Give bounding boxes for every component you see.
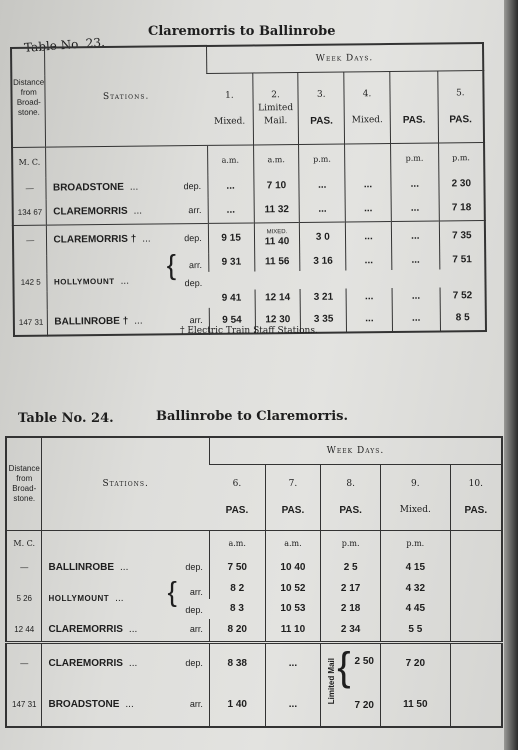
- station-cell: HOLLYMOUNT ... { arr. dep.: [42, 579, 209, 619]
- column-header: 10. PAS.: [450, 465, 502, 531]
- time-cell: 8 20: [209, 619, 265, 643]
- arr-dep: dep.: [185, 604, 203, 615]
- time-cell: 7 51: [439, 251, 485, 269]
- station-name: BALLINROBE †: [54, 315, 129, 328]
- time-cell: ...: [392, 251, 440, 269]
- time-cell: 7 52: [440, 287, 486, 305]
- table-row: [13, 221, 485, 256]
- arr-dep: arr.: [189, 624, 203, 635]
- time-cell: 11 10: [265, 619, 321, 643]
- station-cell: HOLLYMOUNT ... { arr. dep.: [47, 253, 209, 309]
- brace: {: [166, 248, 177, 280]
- unit-cell: a.m.: [209, 531, 265, 557]
- station-cell: CLAREMORRIS ... dep.: [42, 643, 209, 683]
- station-cell: CLAREMORRIS ... arr.: [42, 619, 209, 643]
- time-cell: [450, 683, 502, 727]
- time-cell: ...: [392, 305, 440, 331]
- distance-header: Distance from Broad-stone.: [6, 437, 42, 531]
- distance-cell: 12 44: [14, 625, 35, 635]
- week-days-header: Week Days.: [209, 437, 502, 465]
- time-cell: 9 41: [221, 292, 242, 304]
- unit-cell: p.m.: [438, 143, 484, 173]
- time-cell: 11 50: [380, 683, 450, 727]
- distance-cell: 142 5: [20, 277, 41, 287]
- units-row: [12, 143, 484, 178]
- station-name: CLAREMORRIS: [53, 205, 128, 218]
- arr-dep: arr.: [189, 698, 203, 709]
- column-header: 3. PAS.: [298, 72, 344, 144]
- time-cell: 12 30: [255, 306, 301, 332]
- time-cell: 1 40: [209, 683, 265, 727]
- table-24-number: Table No. 24.: [18, 411, 114, 426]
- time-cell: [450, 579, 502, 599]
- unit-cell: [345, 144, 391, 174]
- time-cell: 9 54: [209, 307, 255, 333]
- time-cell: 3 16: [300, 252, 346, 270]
- limited-mail-label: Limited Mail: [327, 658, 337, 705]
- time-cell: ...: [391, 195, 439, 221]
- arr-dep: arr.: [189, 586, 203, 597]
- time-cell: 3 35: [301, 306, 347, 332]
- station-name: BALLINROBE: [48, 562, 115, 573]
- time-cell: 7 10: [253, 174, 299, 196]
- arr-dep: arr.: [188, 204, 202, 215]
- time-cell: ...: [346, 288, 392, 306]
- arr-dep: arr.: [189, 314, 203, 325]
- time-cell: 9 31: [208, 253, 254, 271]
- units-distance: M. C.: [13, 539, 36, 549]
- time-cell: 8 3: [230, 603, 244, 614]
- column-header: 5. PAS.: [437, 71, 484, 143]
- units-blank: [42, 531, 209, 557]
- time-cell: 11 56: [254, 252, 300, 270]
- time-cell: 2 34: [321, 619, 381, 643]
- arr-dep: dep.: [184, 233, 202, 244]
- time-cell: 8 5: [440, 305, 486, 331]
- time-cell: ...: [299, 196, 345, 222]
- time-cell: [450, 619, 502, 643]
- time-cell: ...: [345, 222, 391, 252]
- time-cell: 7 20: [380, 643, 450, 683]
- station-name: BROADSTONE: [52, 181, 124, 194]
- distance-cell: 147 31: [12, 699, 37, 709]
- time-cell: ...: [345, 174, 391, 196]
- stations-header: Stations.: [45, 46, 207, 147]
- table-23-route-title: Claremorris to Ballinrobe: [148, 24, 336, 39]
- week-days-header: Week Days.: [206, 43, 483, 73]
- column-header: 4. Mixed.: [344, 72, 391, 144]
- unit-cell: a.m.: [253, 144, 299, 174]
- time-cell: ...: [391, 221, 439, 251]
- station-cell: BROADSTONE ... dep.: [46, 175, 207, 199]
- time-cell: ...: [346, 306, 392, 332]
- time-cell: 7 35: [439, 221, 485, 251]
- station-cell: BROADSTONE ... arr.: [42, 683, 209, 727]
- time-cell: 4 15: [380, 557, 450, 579]
- distance-header: Distance from Broad-stone.: [11, 48, 46, 148]
- time-cell: ...: [346, 252, 392, 270]
- unit-cell: p.m.: [321, 531, 381, 557]
- unit-cell: a.m.: [265, 531, 321, 557]
- time-cell: ...: [265, 683, 321, 727]
- time-cell: ...: [299, 174, 345, 196]
- station-cell: CLAREMORRIS ... arr.: [47, 197, 208, 225]
- column-header: 1. Mixed.: [206, 73, 253, 145]
- column-header: 8. PAS.: [321, 465, 381, 531]
- table-row: [6, 683, 502, 727]
- stations-header: Stations.: [42, 437, 209, 531]
- column-header: 9. Mixed.: [380, 465, 450, 531]
- arr-dep: dep.: [185, 562, 203, 572]
- table-row: [6, 579, 502, 599]
- column-header: 2. Limited Mail.: [252, 72, 299, 144]
- time-cell: 2 5: [321, 557, 381, 579]
- time-cell: ...: [208, 175, 254, 197]
- distance-cell: 134 67: [17, 207, 43, 217]
- time-cell: 8 2: [209, 579, 265, 599]
- column-header: 7. PAS.: [265, 465, 321, 531]
- time-cell: 4 45: [380, 599, 450, 619]
- time-cell: 2 18: [321, 599, 381, 619]
- distance-cell: —: [13, 225, 47, 255]
- arr-dep: arr.: [188, 259, 203, 270]
- arr-dep: dep.: [183, 181, 202, 192]
- time-cell: ...: [345, 196, 391, 222]
- mixed-label: MIXED.: [266, 228, 288, 236]
- time-cell: 8 38: [209, 643, 265, 683]
- time-cell: 3 21: [300, 288, 346, 306]
- time-cell: ...: [208, 197, 254, 223]
- station-name: HOLLYMOUNT: [53, 276, 115, 287]
- arr-dep: dep.: [184, 277, 203, 288]
- table-23-number: Table No. 23.: [23, 35, 106, 55]
- time-cell: 12 14: [255, 288, 301, 306]
- time-cell: 10 52: [265, 579, 321, 599]
- station-cell: BALLINROBE † ... arr.: [48, 307, 209, 335]
- time-cell: ...: [392, 287, 440, 305]
- table-23: [10, 42, 487, 336]
- time-cell: 9 15: [208, 223, 254, 253]
- time-cell-limited-mail: [321, 643, 381, 727]
- arr-dep: dep.: [185, 657, 203, 668]
- units-blank: [46, 145, 208, 177]
- station-name: HOLLYMOUNT: [48, 594, 110, 603]
- units-distance: M. C.: [18, 157, 41, 168]
- time-cell: 2 17: [321, 579, 381, 599]
- page-edge-shadow: [504, 0, 518, 750]
- time-cell: [450, 557, 502, 579]
- distance-cell: 5 26: [16, 594, 33, 603]
- station-cell: CLAREMORRIS † ... dep.: [47, 223, 209, 255]
- distance-cell: —: [20, 563, 29, 572]
- brace: {: [337, 645, 351, 689]
- time-cell: 10 53: [265, 599, 321, 619]
- station-name: BROADSTONE: [48, 698, 120, 710]
- station-name: CLAREMORRIS: [48, 624, 123, 636]
- station-name: CLAREMORRIS: [48, 657, 123, 669]
- table-24: [5, 436, 503, 728]
- table-row: [6, 619, 502, 643]
- time-value: 7 20: [354, 700, 374, 711]
- footnote: † Electric Train Staff Stations.: [180, 326, 318, 336]
- unit-cell: [450, 531, 502, 557]
- time-cell: 2 30: [439, 173, 485, 195]
- time-cell: [450, 599, 502, 619]
- table-row: [6, 643, 502, 683]
- time-cell: 3 0: [300, 222, 346, 252]
- time-cell: 11 32: [254, 196, 300, 222]
- unit-cell: p.m.: [380, 531, 450, 557]
- time-cell: 7 18: [439, 195, 485, 221]
- table-row: [6, 557, 502, 579]
- distance-cell: —: [25, 183, 34, 193]
- station-name: CLAREMORRIS †: [53, 233, 137, 246]
- station-cell: BALLINROBE ... dep.: [42, 557, 209, 579]
- unit-cell: p.m.: [299, 144, 345, 174]
- brace: {: [167, 575, 177, 607]
- time-cell: 10 40: [265, 557, 321, 579]
- distance-cell: —: [6, 643, 42, 683]
- time-cell: 5 5: [380, 619, 450, 643]
- time-value: 2 50: [354, 656, 374, 667]
- column-header: PAS.: [390, 71, 438, 143]
- time-cell: 4 32: [380, 579, 450, 599]
- time-cell: ...: [265, 643, 321, 683]
- unit-cell: a.m.: [207, 145, 253, 175]
- table-24-route-title: Ballinrobe to Claremorris.: [156, 409, 349, 424]
- time-cell: ...: [391, 173, 439, 195]
- distance-cell: 147 31: [18, 317, 44, 327]
- unit-cell: p.m.: [391, 143, 439, 173]
- column-header: 6. PAS.: [209, 465, 265, 531]
- units-row: [6, 531, 502, 557]
- time-cell: MIXED. 11 40: [254, 222, 300, 252]
- time-cell: [450, 643, 502, 683]
- time-cell: 7 50: [209, 557, 265, 579]
